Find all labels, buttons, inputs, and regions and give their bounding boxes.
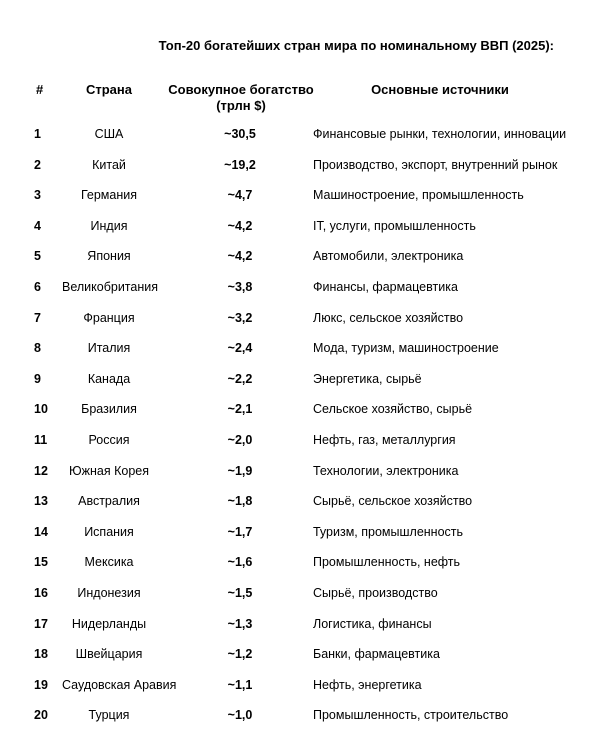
country-cell: Саудовская Аравия <box>62 677 177 692</box>
country-cell: Франция <box>83 310 135 325</box>
wealth-cell: ~2,4 <box>227 341 253 356</box>
wealth-cell: ~2,2 <box>227 371 253 386</box>
sources-cell: Технологии, электроника <box>313 463 459 478</box>
country-cell: США <box>94 127 124 141</box>
rank-cell: 2 <box>34 157 41 172</box>
sources-cell: Логистика, финансы <box>313 616 432 631</box>
sources-cell: Мода, туризм, машиностроение <box>313 341 499 356</box>
country-cell: Россия <box>88 432 130 447</box>
wealth-cell: ~2,1 <box>227 402 253 417</box>
table-row <box>0 119 600 150</box>
wealth-cell: ~1,7 <box>227 524 253 539</box>
column-header-number: # <box>36 82 44 97</box>
table-row <box>0 456 600 487</box>
table-row <box>0 272 600 303</box>
table-row <box>0 486 600 517</box>
country-cell: Япония <box>87 249 131 264</box>
country-cell: Бразилия <box>81 402 137 417</box>
wealth-cell: ~19,2 <box>224 157 256 172</box>
rank-cell: 6 <box>34 279 41 294</box>
rank-cell: 19 <box>34 677 48 692</box>
sources-cell: Производство, экспорт, внутренний рынок <box>313 157 558 172</box>
table-row <box>0 609 600 640</box>
column-header-country: Страна <box>85 82 132 97</box>
ranking-table <box>0 119 600 731</box>
rank-cell: 20 <box>34 708 48 723</box>
wealth-cell: ~4,2 <box>227 218 253 233</box>
table-row <box>0 639 600 670</box>
table-row <box>0 364 600 395</box>
wealth-cell: ~1,3 <box>227 616 253 631</box>
country-cell: Южная Корея <box>69 463 149 478</box>
rank-cell: 4 <box>34 218 41 233</box>
rank-cell: 10 <box>34 402 48 417</box>
country-cell: Мексика <box>84 555 134 570</box>
table-row <box>0 670 600 701</box>
country-cell: Великобритания <box>62 279 158 294</box>
sources-cell: Промышленность, нефть <box>313 555 461 570</box>
sources-cell: Энергетика, сырьё <box>313 371 422 386</box>
rank-cell: 8 <box>34 341 41 356</box>
wealth-cell: ~1,1 <box>227 677 253 692</box>
rank-cell: 11 <box>34 432 48 447</box>
table-row <box>0 700 600 731</box>
column-header-sources: Основные источники <box>371 82 509 97</box>
sources-cell: Банки, фармацевтика <box>313 647 440 662</box>
rank-cell: 3 <box>34 188 41 203</box>
wealth-cell: ~2,0 <box>227 432 253 447</box>
table-row <box>0 578 600 609</box>
country-cell: Италия <box>87 341 131 356</box>
table-row <box>0 180 600 211</box>
wealth-cell: ~1,9 <box>227 463 253 478</box>
country-cell: Австралия <box>78 494 140 509</box>
rank-cell: 17 <box>34 616 48 631</box>
sources-cell: Машиностроение, промышленность <box>313 188 524 203</box>
country-cell: Испания <box>84 524 134 539</box>
country-cell: Индонезия <box>77 585 141 600</box>
table-row <box>0 150 600 181</box>
rank-cell: 15 <box>34 555 48 570</box>
table-row <box>0 425 600 456</box>
sources-cell: Нефть, энергетика <box>313 677 422 692</box>
wealth-cell: ~1,6 <box>227 555 253 570</box>
rank-cell: 12 <box>34 463 48 478</box>
sources-cell: Сырьё, сельское хозяйство <box>313 494 473 509</box>
country-cell: Канада <box>87 371 131 386</box>
country-cell: Китай <box>92 157 126 172</box>
table-row <box>0 333 600 364</box>
table-row <box>0 547 600 578</box>
rank-cell: 1 <box>34 127 41 141</box>
rank-cell: 14 <box>34 524 48 539</box>
wealth-cell: ~3,2 <box>227 310 253 325</box>
sources-cell: Туризм, промышленность <box>313 524 464 539</box>
sources-cell: Сырьё, производство <box>313 585 438 600</box>
country-cell: Нидерланды <box>71 616 147 631</box>
rank-cell: 7 <box>34 310 41 325</box>
table-row <box>0 241 600 272</box>
wealth-cell: ~1,0 <box>227 708 253 723</box>
wealth-cell: ~30,5 <box>224 127 256 141</box>
rank-cell: 9 <box>34 371 41 386</box>
country-cell: Турция <box>88 708 130 723</box>
sources-cell: Финансовые рынки, технологии, инновации <box>313 127 567 141</box>
rank-cell: 13 <box>34 494 48 509</box>
sources-cell: Люкс, сельское хозяйство <box>313 310 464 325</box>
rank-cell: 16 <box>34 585 48 600</box>
wealth-cell: ~1,2 <box>227 647 253 662</box>
country-cell: Индия <box>90 218 128 233</box>
sources-cell: Автомобили, электроника <box>313 249 464 264</box>
country-cell: Германия <box>80 188 138 203</box>
wealth-cell: ~4,7 <box>227 188 253 203</box>
sources-cell: Промышленность, строительство <box>313 708 509 723</box>
wealth-cell: ~1,5 <box>227 585 253 600</box>
wealth-cell: ~3,8 <box>227 279 253 294</box>
country-cell: Швейцария <box>75 647 143 662</box>
page-title: Топ-20 богатейших стран мира по номинальному ВВП (2025): <box>158 38 554 53</box>
table-row <box>0 394 600 425</box>
sources-cell: Нефть, газ, металлургия <box>313 432 456 447</box>
column-header-wealth: Совокупное богатство (трлн $) <box>168 82 314 113</box>
wealth-cell: ~4,2 <box>227 249 253 264</box>
sources-cell: Финансы, фармацевтика <box>313 279 458 294</box>
rank-cell: 18 <box>34 647 48 662</box>
table-row <box>0 517 600 548</box>
table-row <box>0 211 600 242</box>
sources-cell: IT, услуги, промышленность <box>313 218 476 233</box>
rank-cell: 5 <box>34 249 41 264</box>
wealth-cell: ~1,8 <box>227 494 253 509</box>
table-row <box>0 303 600 334</box>
sources-cell: Сельское хозяйство, сырьё <box>313 402 473 417</box>
